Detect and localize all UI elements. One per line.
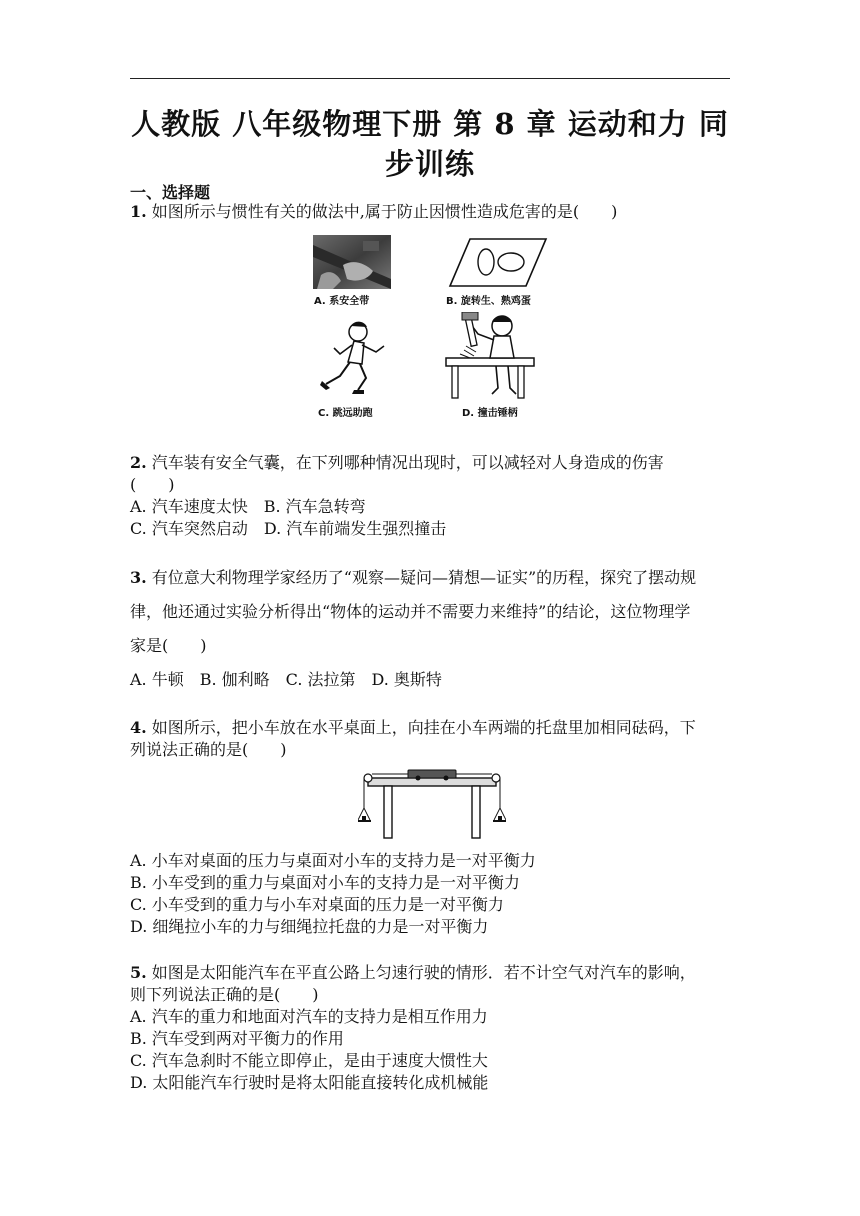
header-rule <box>130 78 730 79</box>
question-2-number: 2. <box>130 453 147 472</box>
question-4-line-1: 如图所示，把小车放在水平桌面上，向挂在小车两端的托盘里加相同砝码，下 <box>151 718 696 737</box>
figure-caption-a: A. 系安全带 <box>314 296 370 307</box>
question-5 <box>130 962 696 984</box>
question-5-option-a: A. 汽车的重力和地面对汽车的支持力是相互作用力 <box>130 1007 488 1026</box>
title-line-2: 步训练 <box>384 147 475 181</box>
question-5-line-2: 则下列说法正确的是( ) <box>130 985 319 1004</box>
figure-caption-c: C. 跳远助跑 <box>318 408 373 419</box>
spinning-eggs-diagram <box>448 236 548 288</box>
question-3 <box>130 567 696 589</box>
figure-caption-d: D. 撞击锤柄 <box>462 408 518 419</box>
figure-caption-b: B. 旋转生、熟鸡蛋 <box>446 296 531 307</box>
hammer-handle-drawing <box>444 312 536 402</box>
question-2-text: 汽车装有安全气囊，在下列哪种情况出现时，可以减轻对人身造成的伤害 <box>151 453 664 472</box>
question-4-option-c: C. 小车受到的重力与小车对桌面的压力是一对平衡力 <box>130 895 504 914</box>
question-4-option-b: B. 小车受到的重力与桌面对小车的支持力是一对平衡力 <box>130 873 520 892</box>
question-4-option-a: A. 小车对桌面的压力与桌面对小车的支持力是一对平衡力 <box>130 851 536 870</box>
question-3-options: A. 牛顿 B. 伽利略 C. 法拉第 D. 奥斯特 <box>130 670 442 689</box>
question-3-line-1: 有位意大利物理学家经历了“观察—疑问—猜想—证实”的历程，探究了摆动规 <box>151 568 697 587</box>
question-4-option-d: D. 细绳拉小车的力与细绳拉托盘的力是一对平衡力 <box>130 917 489 936</box>
question-5-option-b: B. 汽车受到两对平衡力的作用 <box>130 1029 344 1048</box>
question-5-number: 5. <box>130 963 147 982</box>
page-title <box>130 104 730 184</box>
section-heading: 一、选择题 <box>130 183 211 202</box>
title-line-1: 人教版 八年级物理下册 第 8 章 运动和力 同 <box>131 107 729 141</box>
question-1 <box>130 201 617 223</box>
question-4 <box>130 717 696 739</box>
question-5-line-1: 如图是太阳能汽车在平直公路上匀速行驶的情形．若不计空气对汽车的影响， <box>151 963 696 982</box>
question-2-paren: ( ) <box>130 475 175 494</box>
question-2-options-2: C. 汽车突然启动 D. 汽车前端发生强烈撞击 <box>130 519 447 538</box>
question-1-text: 如图所示与惯性有关的做法中,属于防止因惯性造成危害的是( ) <box>151 202 618 221</box>
seatbelt-photo-image <box>313 235 391 289</box>
question-5-option-d: D. 太阳能汽车行驶时是将太阳能直接转化成机械能 <box>130 1073 489 1092</box>
question-2-options-1: A. 汽车速度太快 B. 汽车急转弯 <box>130 497 366 516</box>
question-1-number: 1. <box>130 202 147 221</box>
question-3-line-2: 律，他还通过实验分析得出“物体的运动并不需要力来维持”的结论，这位物理学 <box>130 602 691 621</box>
cart-on-table-diagram <box>358 768 506 842</box>
question-3-line-3: 家是( ) <box>130 636 207 655</box>
question-2 <box>130 452 664 474</box>
question-4-number: 4. <box>130 718 147 737</box>
long-jump-runner-drawing <box>318 318 394 398</box>
question-4-line-2: 列说法正确的是( ) <box>130 740 287 759</box>
question-5-option-c: C. 汽车急刹时不能立即停止，是由于速度大惯性大 <box>130 1051 488 1070</box>
question-3-number: 3. <box>130 568 147 587</box>
